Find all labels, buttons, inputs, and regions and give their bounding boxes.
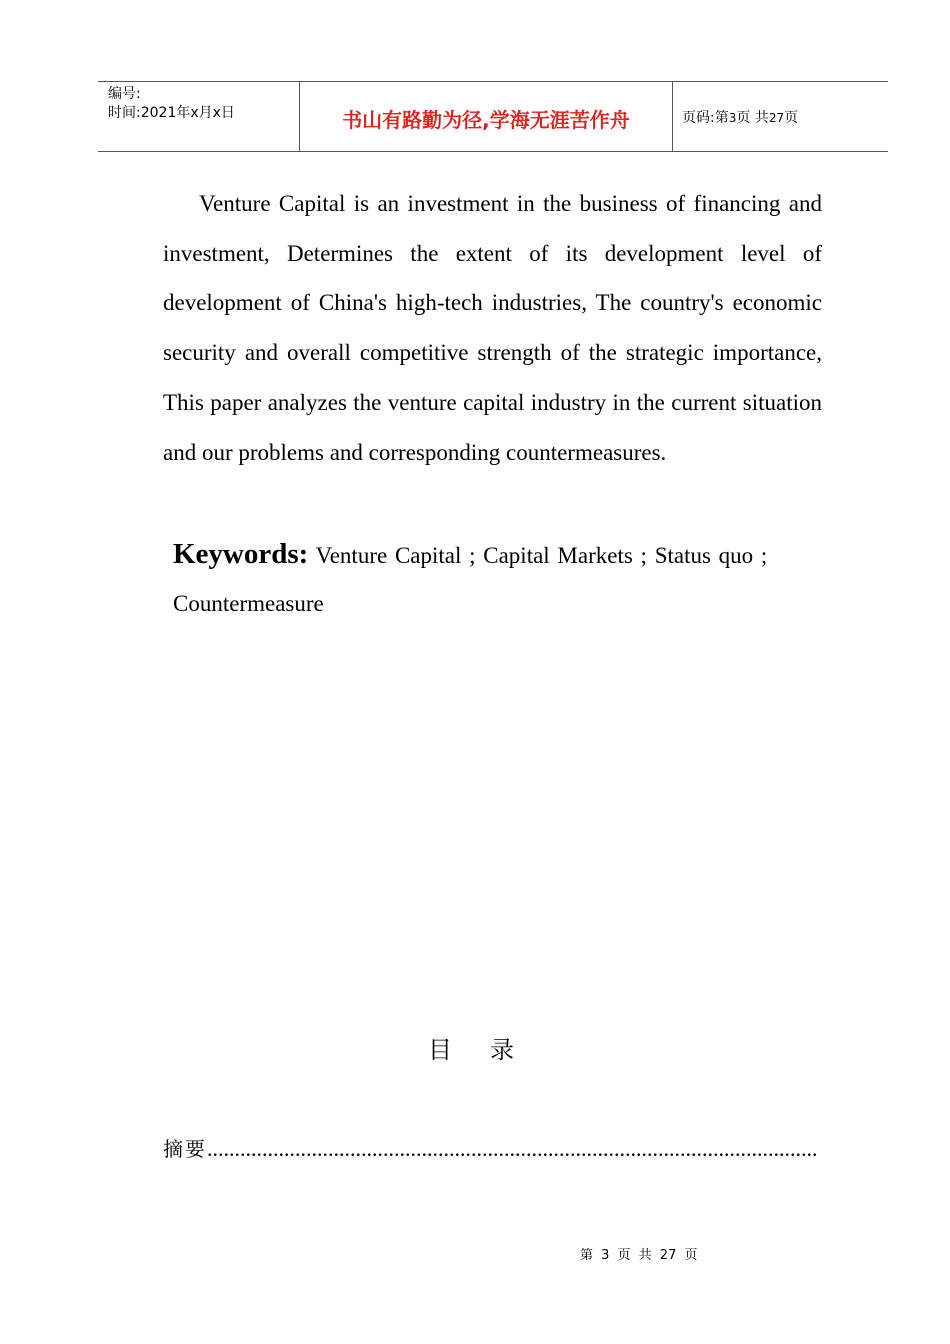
toc-entry-leader: ............................................................................................................... (207, 1136, 818, 1161)
header-motto-cell (300, 82, 673, 151)
header-info-cell (98, 82, 300, 151)
page-suffix: 页 (784, 110, 799, 126)
page-total: 27 (768, 111, 785, 125)
page-code (682, 107, 798, 127)
document-time-label: 时间:2021年x月x日 (108, 105, 235, 121)
page-footer: 第 3 页 共 27 页 (580, 1248, 698, 1263)
page-prefix: 页码:第 (682, 110, 729, 126)
page-mid: 页 共 (736, 110, 769, 126)
page-header (98, 81, 888, 152)
document-number-label: 编号: (108, 86, 141, 102)
toc-title: 目录 (428, 1036, 552, 1064)
motto-text: 书山有路勤为径,学海无涯苦作舟 (342, 108, 630, 132)
keywords-paragraph (173, 530, 823, 628)
keywords-list: Venture Capital ; Capital Markets ; Status quo ; Countermeasure (173, 543, 768, 616)
keywords-label: Keywords: (173, 538, 309, 570)
header-page-cell (673, 82, 888, 151)
toc-entry-abstract[interactable] (163, 1133, 818, 1165)
toc-entry-label: 摘要 (163, 1137, 207, 1161)
page-current: 3 (728, 111, 737, 125)
abstract-paragraph: Venture Capital is an investment in the business of financing and investment, Determines the extent of its development level of development of China's high-tech industries, The country's economic security and overall competitive strength of the strategic importance, This paper analyzes the venture capital industry in the current situation and our problems and corresponding countermeasures. (163, 191, 822, 465)
